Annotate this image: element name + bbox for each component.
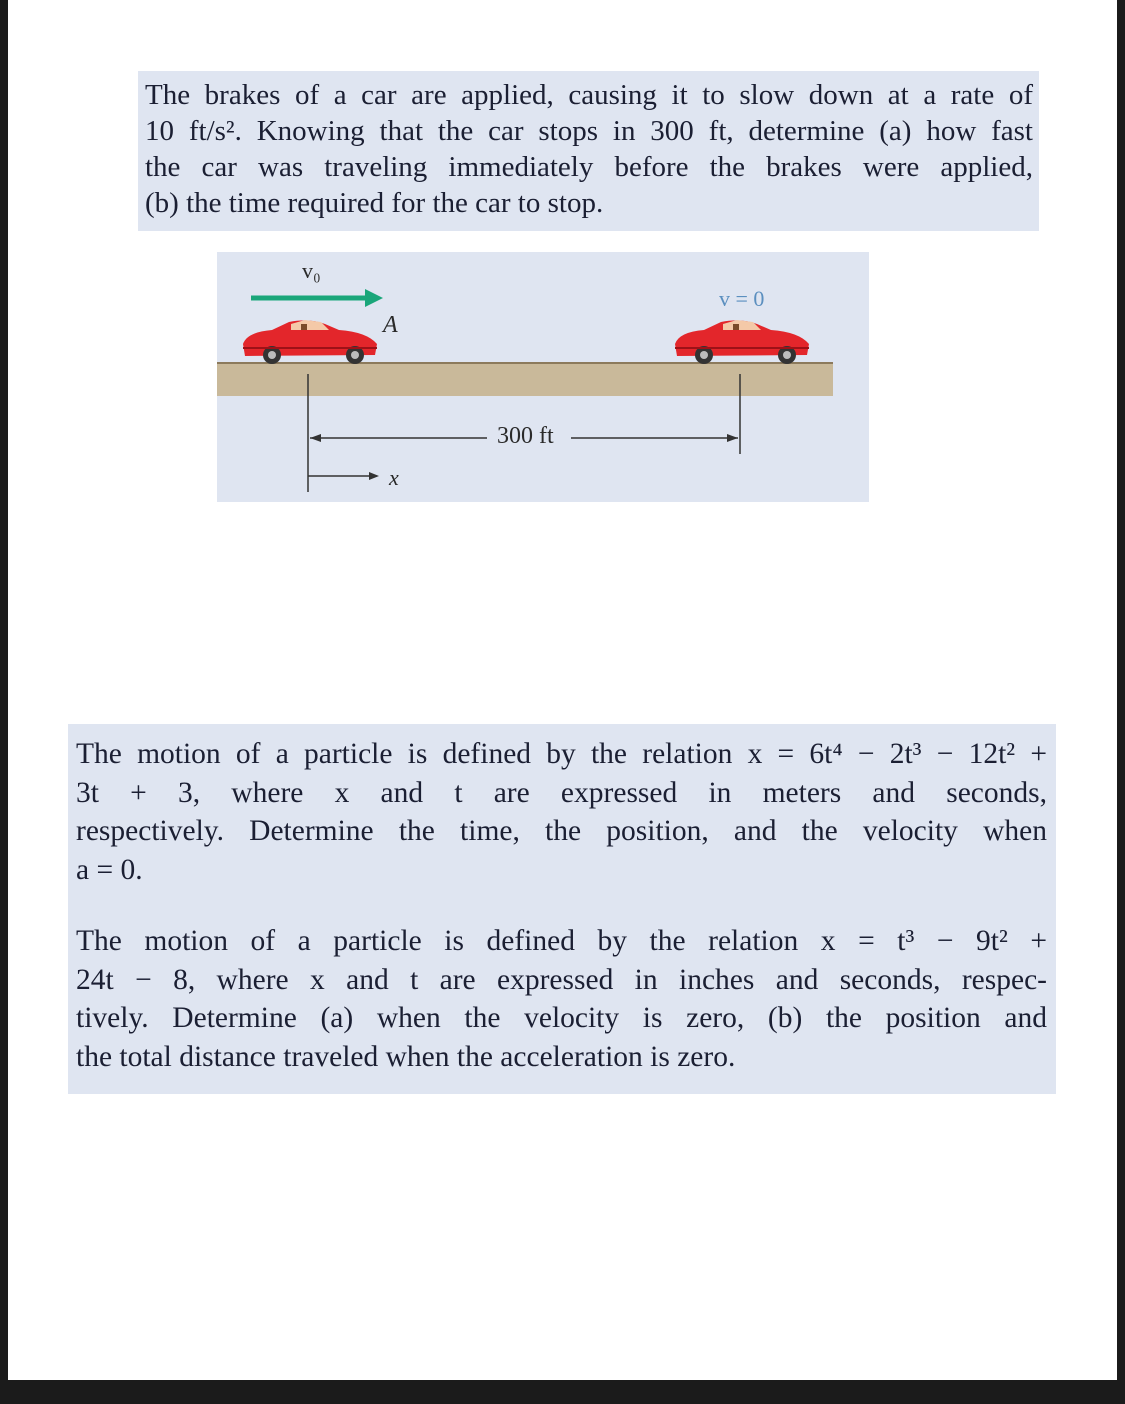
problem-2-line-3: respectively. Determine the time, the position, and the velocity when: [76, 815, 1047, 847]
car-start-icon: [243, 320, 377, 364]
v0-label: v₀: [302, 258, 321, 283]
problem-1-line-2: 10 ft/s². Knowing that the car stops in 300 ft, determine (a) how fast: [145, 115, 1033, 147]
x-axis-label: x: [389, 465, 399, 490]
figure-drawing: [217, 252, 869, 502]
problem-3-line-3: tively. Determine (a) when the velocity is zero, (b) the position and: [76, 1002, 1047, 1034]
problem-3-line-4: the total distance traveled when the acceleration is zero.: [76, 1040, 736, 1073]
problem-2-line-1: The motion of a particle is defined by the relation x = 6t⁴ − 2t³ − 12t² +: [76, 738, 1047, 770]
problem-2-line-4: a = 0.: [76, 853, 143, 886]
velocity-arrow-head: [365, 289, 383, 307]
problem-1-line-4: (b) the time required for the car to stop.: [145, 187, 604, 219]
problem-3-text: [76, 922, 1047, 1076]
page: [8, 0, 1117, 1380]
problem-3-line-1: The motion of a particle is defined by the relation x = t³ − 9t² +: [76, 925, 1047, 957]
point-a-label: A: [383, 312, 398, 338]
v-zero-label: v = 0: [719, 286, 765, 311]
problems-2-3-block: [68, 724, 1056, 1094]
problem-2-text: [76, 735, 1047, 889]
car-braking-figure: [217, 252, 869, 502]
problem-3-line-2: 24t − 8, where x and t are expressed in inches and seconds, respec-: [76, 963, 1047, 996]
problem-1-text: [138, 71, 1039, 231]
problem-1-line-3: the car was traveling immediately before the brakes were applied,: [145, 151, 1033, 183]
problem-2-line-2: 3t + 3, where x and t are expressed in meters and seconds,: [76, 776, 1047, 809]
problem-1-line-1: The brakes of a car are applied, causing it to slow down at a rate of: [145, 79, 1033, 111]
distance-label: 300 ft: [497, 423, 554, 449]
car-end-icon: [675, 320, 809, 364]
